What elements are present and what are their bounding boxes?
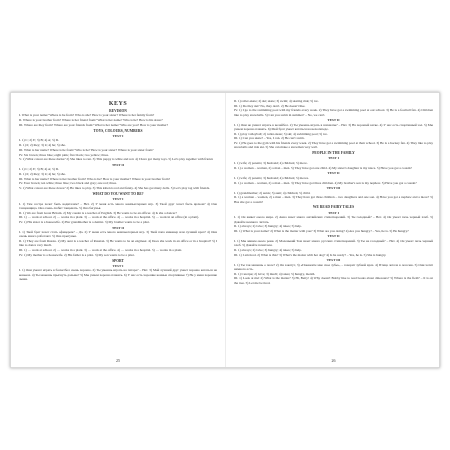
left-page <box>11 93 226 367</box>
answer-paragraph: III. 1) Do they ski? No, they don't. 2) He doesn't like. <box>234 103 306 108</box>
answer-paragraph: II. 1) a woman – women, 2) a man – men. 3) They have got three children. 4) My brother's son is my nephew. 5) Have you got a cousin? <box>234 180 417 185</box>
page-number: 26 <box>331 358 336 363</box>
test-heading: TEST I <box>112 263 124 268</box>
answer-paragraph: I. 1) wife; 2) parents; 3) husband; 4) children; 5) nieces. <box>234 175 309 180</box>
test-heading: TEST I <box>328 210 339 215</box>
answer-paragraph: II. 1) We are from Great Britain. 2) My cousin is a teacher of English. 3) He wants to be an officer. 4) Is she a dancer? <box>19 210 177 215</box>
test-heading: TEST III <box>326 258 341 263</box>
answer-paragraph: IV. 1) His sister is a housewife. 2) Her grandmother is a dentist. 3) My brother wants to be a pilot. <box>19 220 150 225</box>
answer-paragraph: I. 1) Там сестра хочет быть водителем? – Нет. 2) У меня есть много компьютерных игр. 3) Твой друг хочет быть врачом? 4) Она танцовщица. Она очень любит танцевать. 5) Она бегунья. <box>19 201 217 210</box>
answer-paragraph: I. What is your name? Where is he from? Who is she? How is your sister? Where is her family from? <box>19 113 155 118</box>
answer-paragraph: V. 1) What colour are these ducks? 2) She likes to run. 3) This puppy is white and red. 4) I have got many toys. 5) Let's play together with friend. <box>19 157 214 162</box>
answer-paragraph: II. Where is your brother from? Where is her friend from? What is her name? Who is he? How is his sister? <box>19 118 163 123</box>
left-page-content <box>19 109 217 282</box>
answer-paragraph: II. 1) always; 2) Give; 3) hungry; 4) takes; 5) help. <box>234 224 302 229</box>
section-heading: PEOPLE IN THE FAMILY <box>312 151 355 156</box>
right-page-content <box>234 99 433 285</box>
answer-paragraph: IV. Six brown; three blue; eight pink; five black; two yellow; three. <box>19 152 109 157</box>
test-heading: TEST II <box>111 225 125 230</box>
answer-paragraph: III. 1) I am tired. 2) What is this? 3) What's the matter with her dog? 4) Is he ready? – Yes, he is. 5) She is hungry. <box>234 252 387 257</box>
answer-paragraph: III. Where are they from? Where are your friends from? What is her name? Who are you? How is your mother? <box>19 122 169 127</box>
answer-paragraph: IV. 1) He goes to the gym with his friends every week. 2) They have got a swimming pool at their school. 3) He is a hockey fan. 4) They like to play snowballs and ride ski. 5) She can make a snowman very well. <box>234 141 433 150</box>
section-heading: WHAT DO YOU WANT TO BE? <box>92 191 144 196</box>
section-heading: WE READ FAIRY TALES <box>312 205 355 210</box>
answer-paragraph: II. 1) always; 2) Give; 3) hungry; 4) takes; 5) help. <box>234 248 302 252</box>
test-heading: TEST I <box>112 197 124 202</box>
test-heading: TEST I <box>328 156 339 161</box>
test-heading: TEST II <box>327 234 340 239</box>
answer-paragraph: IV. 1) My mother is a housewife. 2) His father is a pilot. 3) My son wants to be a pilot. <box>19 252 135 257</box>
answer-paragraph: I. 1) Ты так машешь о поле? 2) Он закатут, 3) «Покажите мне свое зубы», – говорит зубной врач. 4) Птица летела в лесочек. 5) Они хотят немного есть. <box>234 262 433 272</box>
answer-paragraph: III. 1) … work at school. 2) … works in a plant. 3) … work at the office. 4) … works in a hospital. 5) … work in an office (in a plant). <box>19 215 200 220</box>
answer-paragraph: I. 1) grandmother; 2) aunts; 3) aunt; 4) children; 5) child. <box>234 190 311 195</box>
answer-paragraph: I. 1) Они не умеют играть в волейбол. 2) Ты умеешь играть в шахматы? – Нет. 3) На хорошей катке. 4) У нас есть спортивный зал. 5) Мы умеем хорошо плавать. 6) Мой брат умеет кататься на велосипеде. <box>234 122 433 132</box>
answer-paragraph: II. 1) Смотри; 2) Give; 3) much; 4) takes; 5) hungry, month. <box>234 271 316 276</box>
answer-paragraph: I. 1) Мы живем около реки. 2) Маленький Том знает много русских стихотворений. 3) Ты не голодный? – Нет. 4) Он умеет печь черный хлеб. 5) Давайте почитаем. <box>234 239 433 248</box>
section-heading: SPORT <box>112 258 124 263</box>
test-heading: TEST II <box>327 171 340 176</box>
answer-paragraph: I. 1) C; 2) E; 3) B; 4) A; 5) D. <box>19 138 59 143</box>
page-number: 25 <box>116 358 120 363</box>
test-heading: TEST II <box>327 118 340 123</box>
test-heading: TEST I <box>112 133 124 138</box>
answer-paragraph: II. 1) 6; 2) they; 3) it; 4) he; 5) she. <box>19 171 66 176</box>
answer-paragraph: II. 1) They are from Russia. 2) My aunt is a teacher of Russian. 3) He wants to be an engineer. 4) Does she work in an office or in a hospital? 5) I like to dance very much. <box>19 239 217 248</box>
answer-paragraph: III. 1) What is your name? 2) What is the matter with you? 3) What are you doing? 4) Are you hungry? – Yes, he is. 5) He hungry? <box>234 228 409 233</box>
section-heading: TOYS, COLOURS, NUMBERS <box>93 128 143 133</box>
answer-paragraph: II. 1) 6; 2) they; 3) it; 4) he; 5) she. <box>19 143 66 148</box>
answer-paragraph: I. 1) Он живет около мира. 2) Анна знает много английских стихотворений. 3) Ты голодный? – Нет. 4) Он умеет печь черный хлеб. 5) Давайте немного читать. <box>234 215 433 224</box>
answer-paragraph: IV. Four brown; ten white; three blue; two black and grey; one red; three. <box>19 181 117 186</box>
answer-paragraph: I. 1) Твой брат хочет стать офицером? – Да. 2) У меня есть много компьютерных игр. 3) Твой папа инженер или лучший врач? 4) Они очень много работают. 5) Она прыгунья. <box>19 230 217 239</box>
answer-paragraph: I. 1) wife; 2) parents; 3) husband; 4) children; 5) niece. <box>234 161 308 166</box>
answer-paragraph: I. 1) Они умеют играть в баскетбол очень хорошо. 2) Ты умеешь играть на гитаре? – Нет. 3) Мой лучший друг умеет хорошо кататься на коньках. 4) Ты можешь прыгнуть дальше? 5) Мы умеем хорошо плавать. 6) У нас есть хорошие конные спортивные 7) Не у меня хорошие лыжи. <box>19 268 217 282</box>
book-spread <box>10 92 440 368</box>
answer-paragraph: I. 1) C; 2) E; 3) B; 4) A; 5) D. <box>19 167 59 172</box>
right-page <box>226 93 441 367</box>
answer-paragraph: III. What is her name? Where is her brother from? Who is he? How is your mother? Where is your brother from? <box>19 176 171 181</box>
answer-paragraph: II. 1) a woman – women, 2) a man – men. 5) They have got one child. 4) My sister's daughter is my niece. 5) Have you got a cousin? <box>234 165 412 170</box>
answer-paragraph: V. 1) What colour are these doves? 2) He likes to play. 3) This kitten is red and funny. 4) She has got many dolls. 5) Let's play tag with friends. <box>19 186 211 191</box>
answer-paragraph: II. 1) roller-skate; 2) ski; skate; 3) swim; 4) skating rink; 5) ice. <box>234 99 319 103</box>
answer-paragraph: III. What is her name? Where is he from? Who is he? How is your sister? Where is your sister from? <box>19 147 154 152</box>
answer-paragraph: II. 1) a woman – women, 2) a man – men. 3) They have got three children – two daughters and one son. 4) Have you got a nephew and a niece? 5) Has she got a cousin? <box>234 195 433 204</box>
test-heading: TEST II <box>111 162 125 167</box>
section-heading: REVISION <box>109 108 127 113</box>
answer-paragraph: III. 1) Look at me! 2) What is the matter? 3) Hi, Betty! 4) Why doesn't Bobby like to read books about dinosaurs? 5) Where is the field? – It is on the tree. 5) Let me be tired. <box>234 276 433 285</box>
page-title: KEYS <box>108 101 128 107</box>
answer-paragraph: III. 1) Can you skate? – Yes, I can. 2) He can't swim. <box>234 136 305 141</box>
answer-paragraph: III. 1) … work at school. 2) … works in a plant. 3) … work at the office. 4) … works in a hospital. 5) … works in a plant. <box>19 248 183 253</box>
answer-paragraph: II. 1) play volleyball; 2) roller-skate; 3) ski; 4) swimming pool; 5) ice. <box>234 131 328 136</box>
answer-paragraph: IV. 1) I go to the swimming pool with my friends every week. 2) They have got a swimming pool at our school. 3) He is a football fan. 4) Children like to play snowballs. 5) Can you swim in summer? – No, we can't. <box>234 108 433 117</box>
test-heading: TEST III <box>326 186 341 191</box>
